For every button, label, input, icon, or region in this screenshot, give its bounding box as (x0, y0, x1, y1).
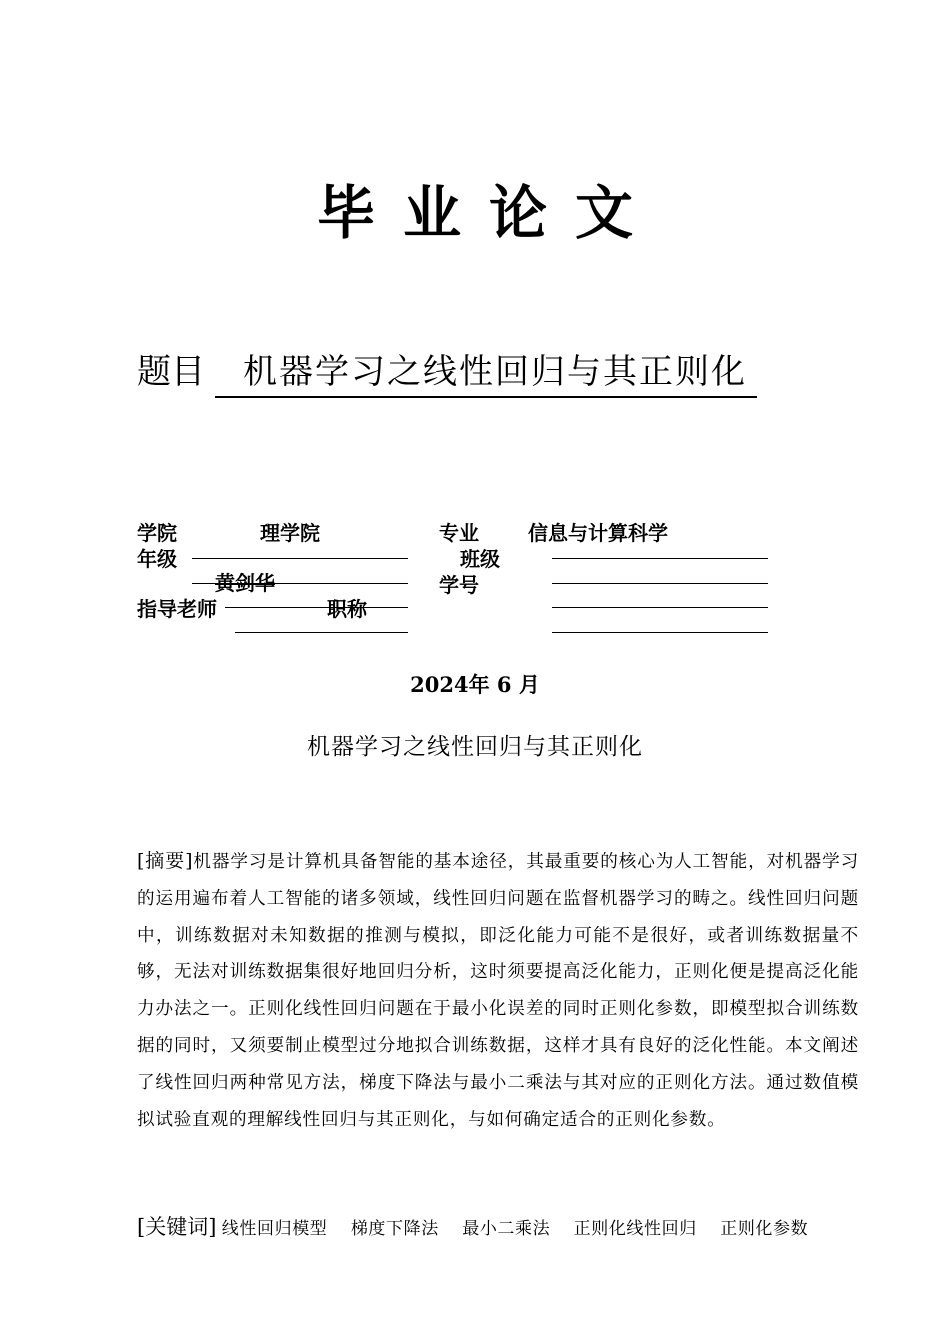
thesis-title: 毕业论文 (316, 179, 661, 247)
keywords-label: [关键词] (137, 1215, 217, 1239)
college-label: 学院 (137, 521, 177, 545)
student-id-label: 学号 (439, 573, 479, 597)
advisor-underline (235, 632, 408, 633)
name-underline (192, 583, 408, 584)
advisor-strike-line (225, 607, 408, 608)
keyword-item: 正则化参数 (720, 1219, 809, 1239)
rank-label: 职称 (327, 597, 367, 621)
keyword-item: 最小二乘法 (462, 1219, 551, 1239)
keyword-item: 梯度下降法 (350, 1219, 439, 1239)
student-name: 黄剑华 (215, 571, 275, 595)
student-id-underline (552, 583, 768, 584)
advisor-label: 指导老师 (137, 597, 217, 621)
keyword-item: 线性回归模型 (221, 1219, 328, 1239)
keyword-item: 正则化线性回归 (573, 1219, 697, 1239)
keywords (137, 1210, 859, 1246)
major-underline (552, 558, 768, 559)
rank-underline (552, 632, 768, 633)
subtitle: 机器学习之线性回归与其正则化 (307, 734, 643, 760)
grade-label: 年级 (137, 547, 177, 571)
class-underline (552, 607, 768, 608)
topic-label: 题目 (137, 352, 205, 392)
major-label: 专业 (439, 521, 479, 545)
abstract (137, 843, 859, 1138)
date: 2024年 6 月 (410, 672, 540, 697)
college-value: 理学院 (260, 521, 320, 545)
abstract-label: [摘要] (137, 850, 194, 872)
abstract-text: 机器学习是计算机具备智能的基本途径，其最重要的核心为人工智能，对机器学习的运用遍布着人工智能的诸多领域，线性回归问题在监督机器学习的畴之。线性回归问题中，训练数据对未知数据的推测与模拟，即泛化能力可能不是很好，或者训练数据量不够，无法对训练数据集很好地回归分析，这时须要提高泛化能力，正则化便是提高泛化能力办法之一。正则化线性回归问题在于最小化误差的同时正则化参数，即模型拟合训练数据的同时，又须要制止模型过分地拟合训练数据，这样才具有良好的泛化性能。本文阐述了线性回归两种常见方法，梯度下降法与最小二乘法与其对应的正则化方法。通过数值模拟试验直观的理解线性回归与其正则化，与如何确定适合的正则化参数。 (137, 852, 859, 1130)
topic-value: 机器学习之线性回归与其正则化 (215, 350, 757, 398)
class-label: 班级 (460, 547, 500, 571)
major-value: 信息与计算科学 (528, 521, 668, 545)
grade-underline (192, 558, 408, 559)
